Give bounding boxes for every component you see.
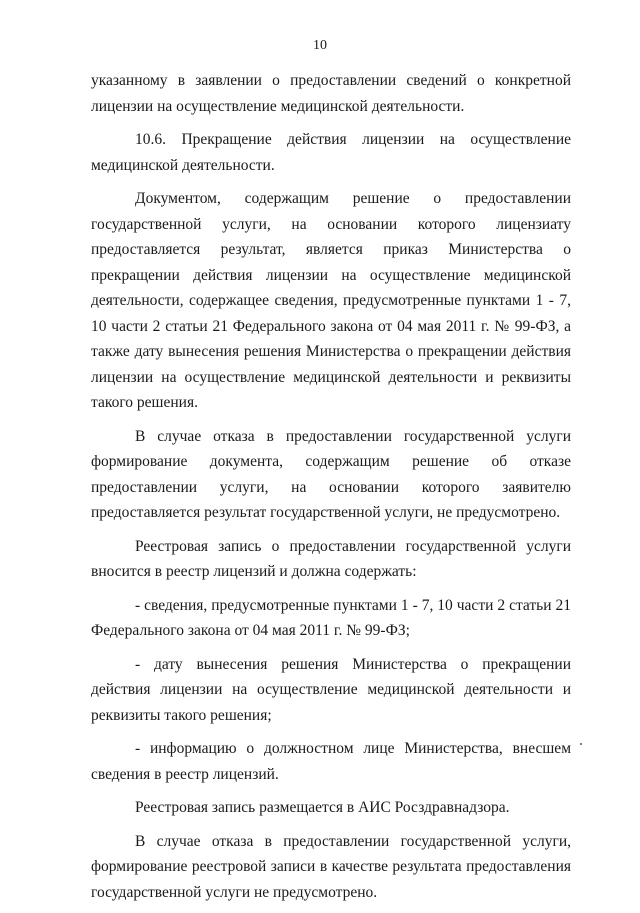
- scan-artifact: [580, 743, 582, 745]
- paragraph-registry-placement: Реестровая запись размещается в АИС Росздравнадзора.: [135, 799, 510, 816]
- paragraph-refusal-registry: В случае отказа в предоставлении государственной услуги, формирование реестровой записи в качестве результата предоставления государственной услуги не предусмотрено.: [91, 832, 571, 901]
- list-item-official-info: - информацию о должностном лице Министерства, внесшем сведения в реестр лицензий.: [91, 740, 571, 783]
- list-item-registry-info: - сведения, предусмотренные пунктами 1 - 7, 10 части 2 статьи 21 Федерального закона от 04 мая 2011 г. № 99-ФЗ;: [91, 596, 571, 639]
- page-number: 10: [313, 38, 327, 53]
- paragraph-refusal-document: В случае отказа в предоставлении государственной услуги формирование документа, содержащим решение об отказе предоставлении услуги, на основании которого заявителю предоставляется результат государственной услуги, не предусмотрено.: [91, 427, 571, 521]
- paragraph-section-heading: 10.6. Прекращение действия лицензии на осуществление медицинской деятельности.: [91, 131, 571, 174]
- paragraph-decision-document: Документом, содержащим решение о предоставлении государственной услуги, на основании которого лицензиату предоставляется результат, является приказ Министерства о прекращении действия лицензии на осуществление медицинской деятельности, содержащее сведения, предусмотренные пунктами 1 - 7, 10 части 2 статьи 21 Федерального закона от 04 мая 2011 г. № 99-ФЗ, а также дату вынесения решения Министерства о прекращении действия лицензии на осуществление медицинской деятельности и реквизиты такого решения.: [91, 190, 571, 411]
- paragraph-continuation: указанному в заявлении о предоставлении сведений о конкретной лицензии на осуществление медицинской деятельности.: [91, 72, 571, 115]
- paragraph-registry-entry: Реестровая запись о предоставлении государственной услуги вносится в реестр лицензий и должна содержать:: [91, 537, 571, 580]
- document-body: [91, 68, 571, 913]
- list-item-decision-date: - дату вынесения решения Министерства о прекращении действия лицензии на осуществление медицинской деятельности и реквизиты такого решения;: [91, 655, 571, 724]
